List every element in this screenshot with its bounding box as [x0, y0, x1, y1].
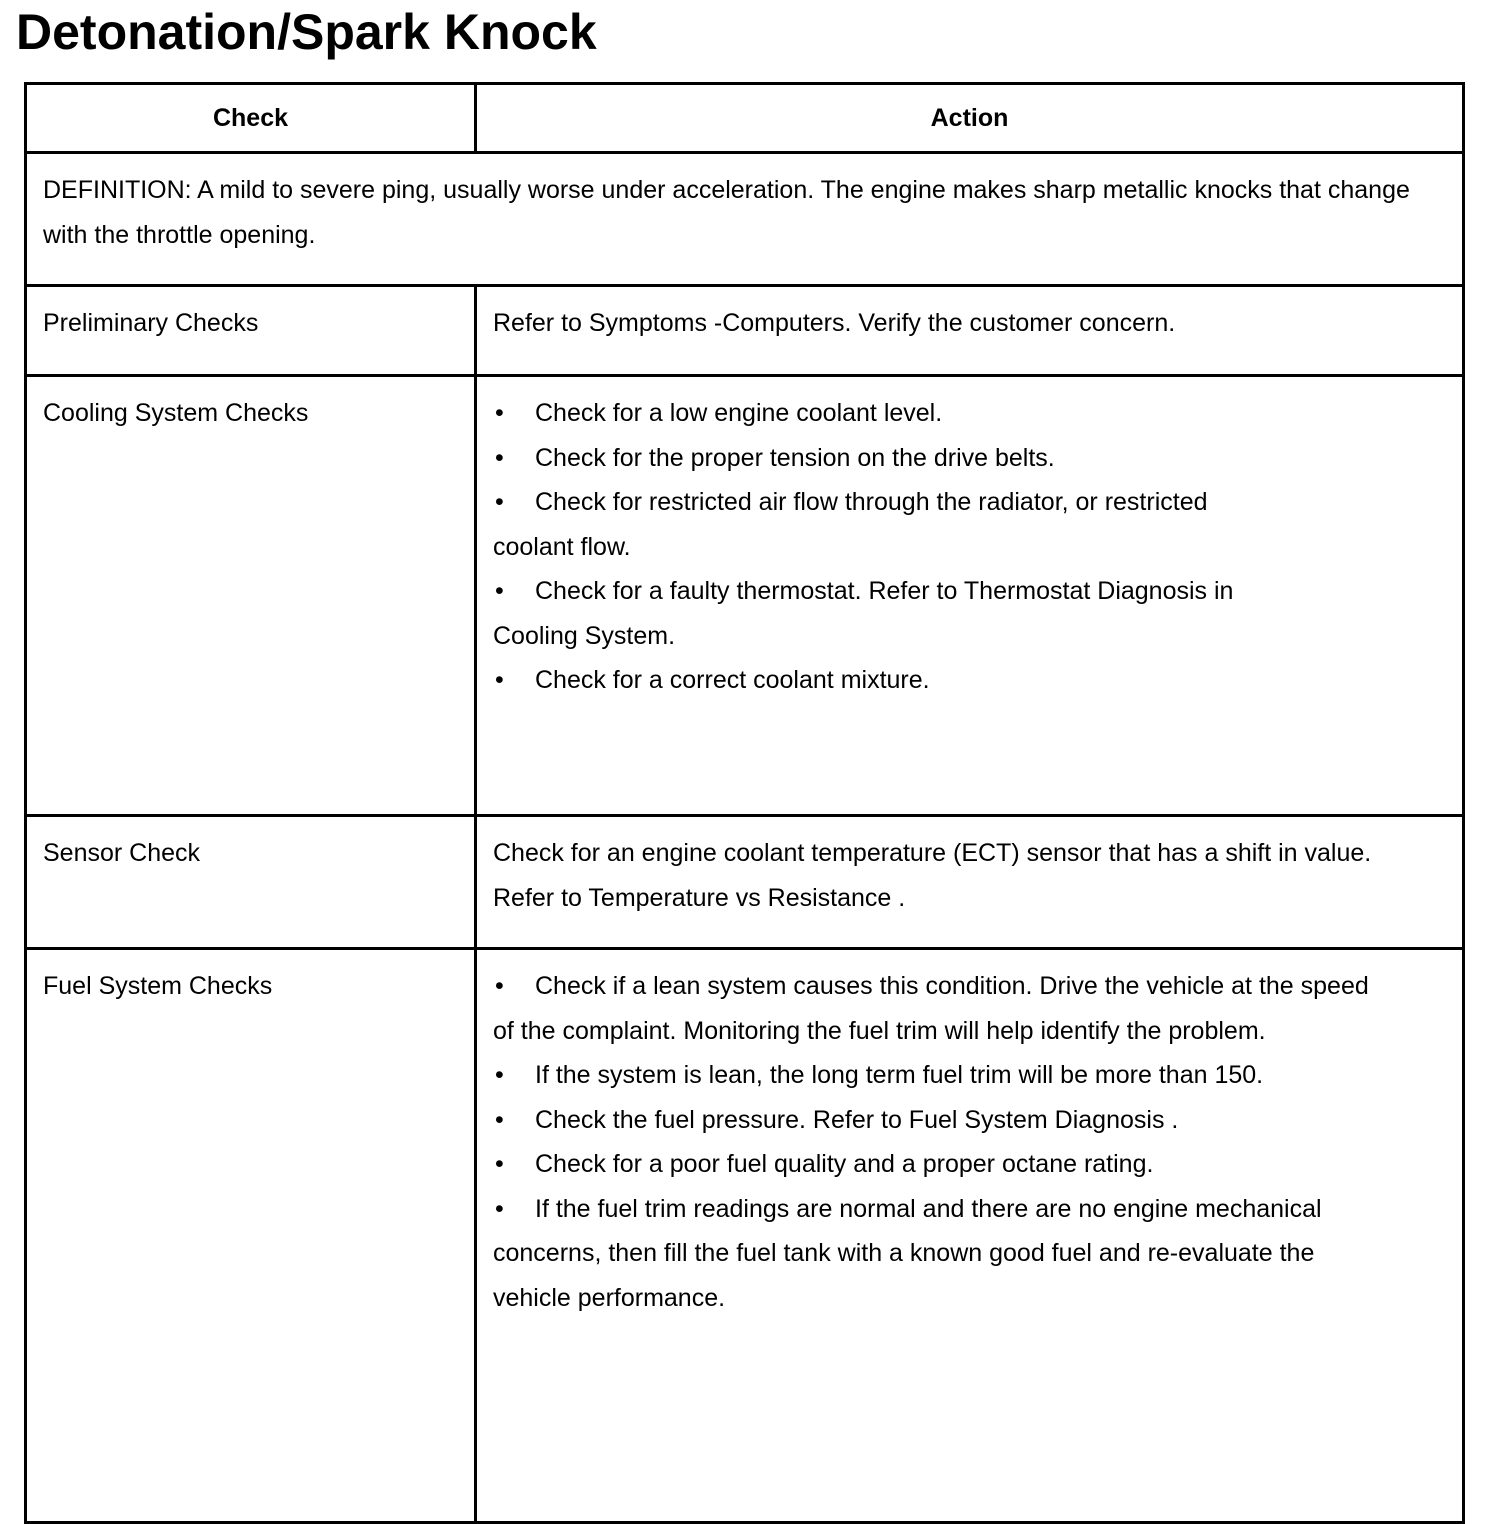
definition-row	[26, 153, 1464, 286]
check-cell: Preliminary Checks	[26, 286, 476, 376]
table-row	[26, 949, 1464, 1523]
bullet-symbol: •	[495, 443, 504, 472]
page-title: Detonation/Spark Knock	[16, 4, 597, 60]
table-row	[26, 286, 1464, 376]
column-header-check: Check	[26, 84, 476, 153]
bullet-symbol: •	[495, 972, 504, 1000]
bullet-item	[493, 1053, 1293, 1098]
action-cell	[476, 816, 1464, 949]
bullet-symbol: •	[495, 666, 504, 694]
bullet-text: Check if a lean system causes this condition. Drive the vehicle at the speed of the complaint. Monitoring the fuel trim will help identify the problem.	[493, 972, 1369, 1045]
bullet-text: Check the fuel pressure. Refer to Fuel System Diagnosis .	[535, 1105, 1179, 1134]
bullet-text: Check for a faulty thermostat. Refer to Thermostat Diagnosis in Cooling System.	[493, 577, 1234, 650]
bullet-symbol: •	[495, 577, 504, 605]
bullet-item	[493, 658, 1446, 703]
check-cell: Cooling System Checks	[26, 376, 476, 816]
bullet-text: Check for a correct coolant mixture.	[535, 666, 930, 694]
bullet-symbol: •	[495, 1105, 504, 1134]
bullet-item	[493, 569, 1313, 658]
bullet-text: If the fuel trim readings are normal and there are no engine mechanical concerns, then fill the fuel tank with a known good fuel and re-evaluate the vehicle performance.	[493, 1194, 1322, 1312]
bullet-item	[493, 1142, 1446, 1187]
bullet-text: Check for restricted air flow through the radiator, or restricted coolant flow.	[493, 488, 1208, 561]
bullet-text: Check for a low engine coolant level.	[535, 399, 943, 427]
diagnosis-table	[24, 82, 1465, 1524]
action-cell	[476, 376, 1464, 816]
table-header-row	[26, 84, 1464, 153]
bullet-symbol: •	[495, 488, 504, 516]
table-row	[26, 816, 1464, 949]
bullet-item	[493, 436, 1446, 481]
column-header-action: Action	[476, 84, 1464, 153]
bullet-symbol: •	[495, 399, 504, 427]
table-row	[26, 376, 1464, 816]
action-text: Check for an engine coolant temperature (ECT) sensor that has a shift in value. Refer to Temperature vs Resistance .	[493, 839, 1372, 912]
check-cell: Fuel System Checks	[26, 949, 476, 1523]
definition-text: DEFINITION: A mild to severe ping, usually worse under acceleration. The engine makes sharp metallic knocks that change with the throttle opening.	[26, 153, 1464, 286]
bullet-symbol: •	[495, 1194, 504, 1223]
bullet-item	[493, 1098, 1446, 1143]
bullet-item	[493, 1187, 1373, 1321]
action-cell: Refer to Symptoms -Computers. Verify the customer concern.	[476, 286, 1464, 376]
bullet-symbol: •	[495, 1150, 504, 1178]
bullet-item	[493, 480, 1293, 569]
bullet-item	[493, 391, 1446, 436]
bullet-item	[493, 964, 1383, 1053]
bullet-symbol: •	[495, 1061, 504, 1089]
action-cell	[476, 949, 1464, 1523]
bullet-text: Check for a poor fuel quality and a proper octane rating.	[535, 1150, 1154, 1178]
bullet-text: If the system is lean, the long term fuel trim will be more than 150.	[535, 1061, 1264, 1089]
bullet-text: Check for the proper tension on the drive belts.	[535, 443, 1055, 472]
check-cell: Sensor Check	[26, 816, 476, 949]
